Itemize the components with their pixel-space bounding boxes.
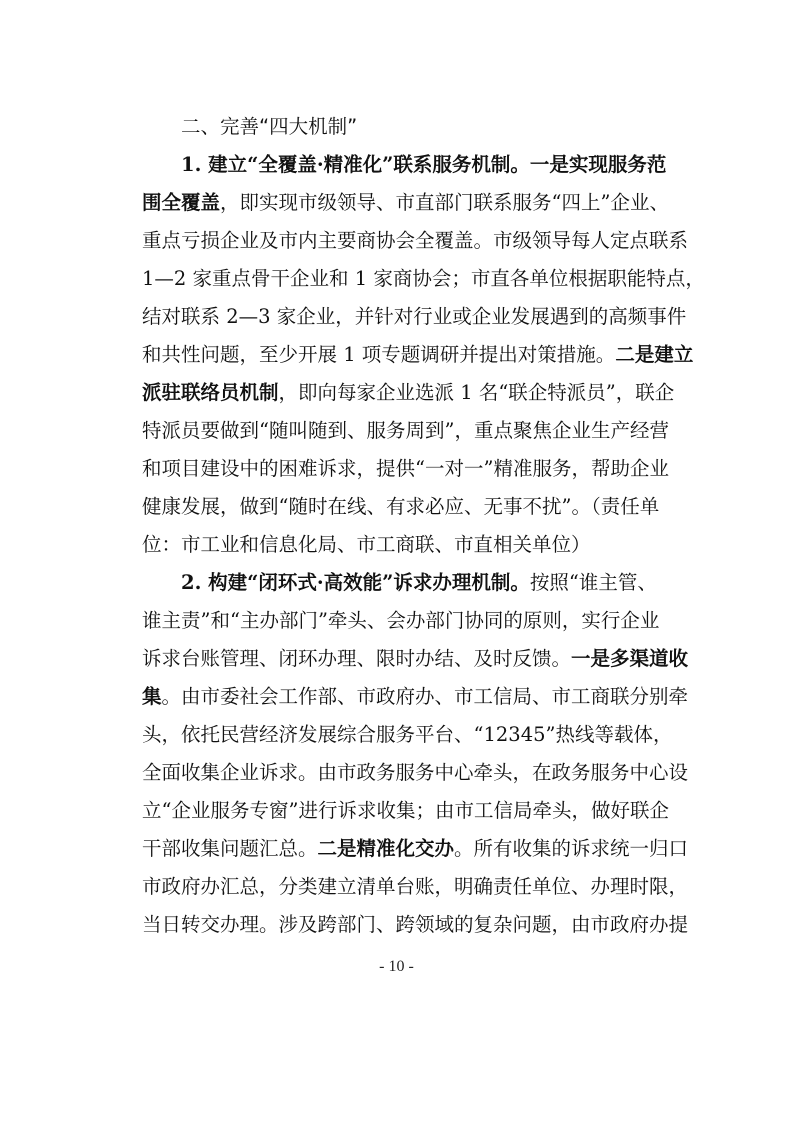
para2-line: 全面收集企业诉求。由市政务服务中心牵头，在政务服务中心设 [142, 761, 689, 784]
para2-text: 。由市委社会工作部、市政府办、市工信局、市工商联分别牵 [161, 685, 689, 708]
paragraph-2 [142, 564, 689, 944]
para1-line: 和项目建设中的困难诉求，提供“一对一”精准服务，帮助企业 [142, 457, 669, 480]
para2-line: 市政府办汇总，分类建立清单台账，明确责任单位、办理时限， [142, 875, 689, 898]
para2-bold-title: 2. 构建“闭环式·高效能”诉求办理机制。 [181, 571, 530, 594]
para2-line [142, 830, 689, 868]
document-page [142, 108, 705, 944]
para1-line: 重点亏损企业及市内主要商协会全覆盖。市级领导每人定点联系 [142, 229, 689, 252]
para1-text: ，即向每家企业选派 1 名“联企特派员”，联企 [278, 381, 675, 404]
para1-line: 结对联系 2—3 家企业，并针对行业或企业发展遇到的高频事件 [142, 305, 687, 328]
para1-line [142, 146, 667, 184]
para1-line [142, 336, 694, 374]
para2-text: 按照“谁主管、 [529, 571, 657, 594]
para1-bold-title: 1. 建立“全覆盖·精准化”联系服务机制。一是实现服务范 [181, 153, 667, 176]
para1-bold-text: 二是建立 [615, 343, 694, 366]
para1-text: ，即实现市级领导、市直部门联系服务“四上”企业、 [220, 191, 669, 214]
para1-bold-text: 围全覆盖 [142, 191, 221, 214]
para2-text: 干部收集问题汇总。 [142, 837, 318, 860]
para2-line: 谁主责”和“主办部门”牵头、会办部门协同的原则，实行企业 [142, 609, 660, 632]
para2-bold-text: 一是多渠道收 [571, 647, 689, 670]
para2-line [142, 640, 689, 678]
para1-line: 位：市工业和信息化局、市工商联、市直相关单位） [142, 533, 591, 556]
para1-text: 和共性问题，至少开展 1 项专题调研并提出对策措施。 [142, 343, 616, 366]
paragraph-1 [142, 146, 705, 564]
para1-line: 健康发展，做到“随时在线、有求必应、无事不扰”。（责任单 [142, 495, 660, 518]
para2-line [142, 678, 689, 716]
para1-line: 特派员要做到“随叫随到、服务周到”，重点聚焦企业生产经营 [142, 419, 669, 442]
para2-text: 诉求台账管理、闭环办理、限时办结、及时反馈。 [142, 647, 572, 670]
para2-bold-text: 二是精准化交办 [317, 837, 455, 860]
para1-line: 1—2 家重点骨干企业和 1 家商协会；市直各单位根据职能特点， [142, 267, 705, 290]
para2-line: 头，依托民营经济发展综合服务平台、“12345”热线等载体， [142, 723, 673, 746]
para2-bold-text: 集 [142, 685, 162, 708]
para2-line [142, 564, 657, 602]
para1-line [142, 184, 669, 222]
para2-line: 当日转交办理。涉及跨部门、跨领域的复杂问题，由市政府办提 [142, 913, 689, 936]
para1-bold-text: 派驻联络员机制 [142, 381, 279, 404]
para1-line [142, 374, 675, 412]
section-heading: 二、完善“四大机制” [181, 115, 358, 138]
para2-line: 立“企业服务专窗”进行诉求收集；由市工信局牵头，做好联企 [142, 799, 669, 822]
page-number: - 10 - [379, 958, 414, 975]
para2-text: 。所有收集的诉求统一归口 [454, 837, 689, 860]
